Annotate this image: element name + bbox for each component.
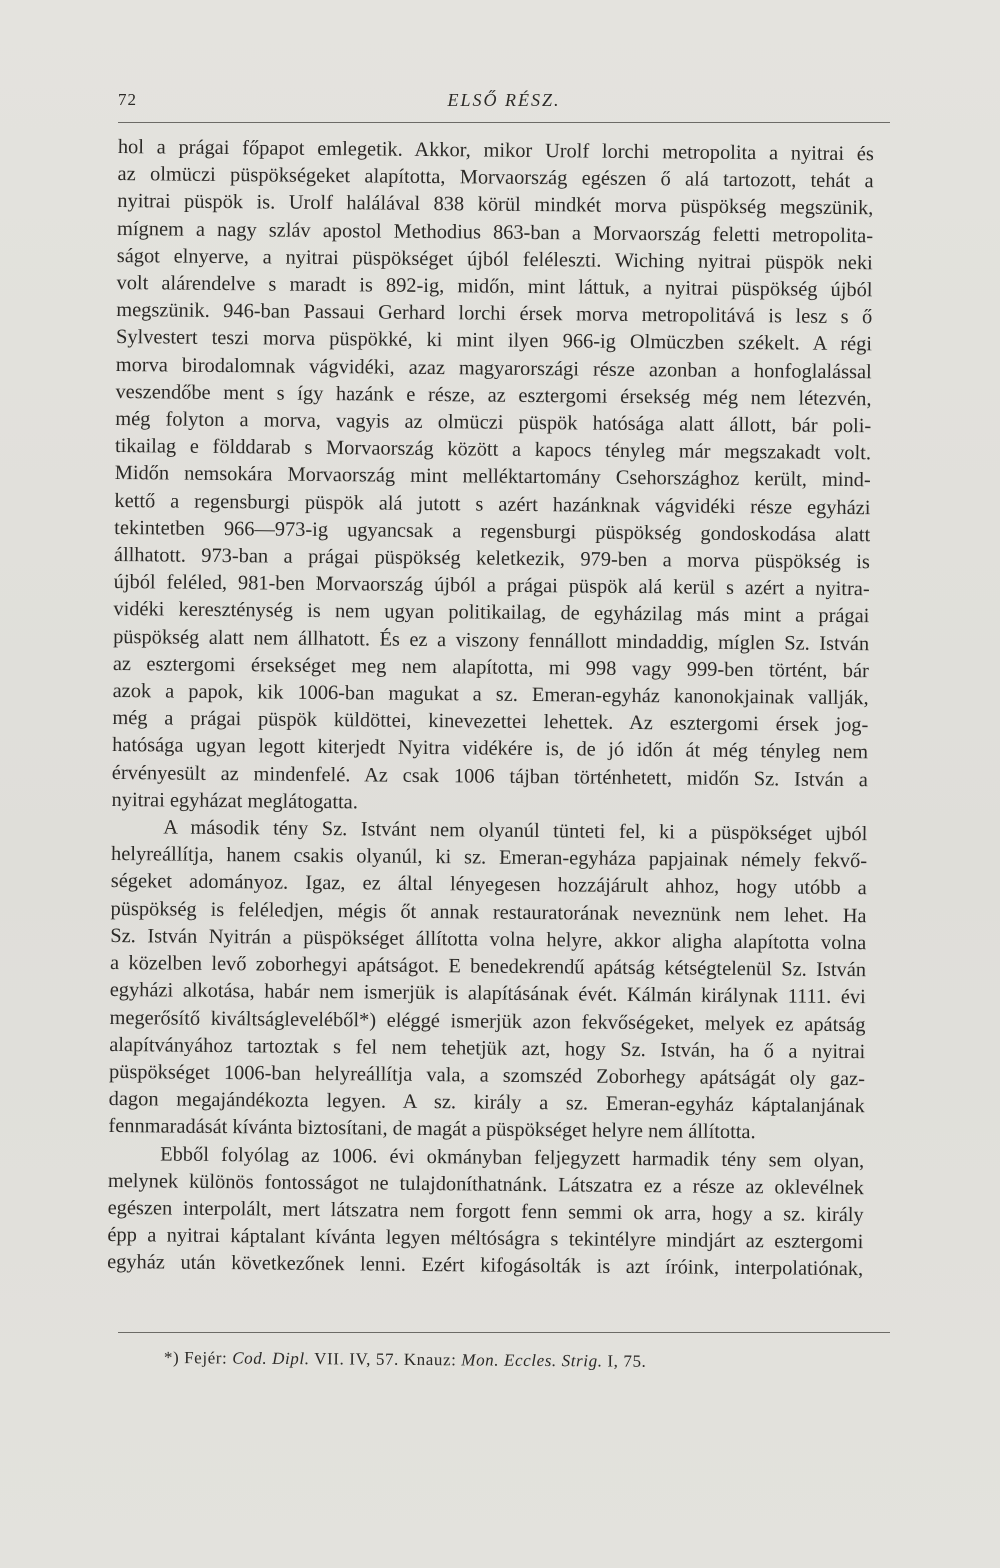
text-line: alapítványához tartoztak s fel nem tehetjük azt, hogy Sz. István, ha ő a nyitrai [109,1033,866,1063]
text-line: egészen interpolált, mert látszatra nem forgott fenn semmi ok arra, hogy a sz. király [107,1196,864,1227]
text-line: fennmaradását kívánta biztosítani, de magát a püspökséget helyre nem állította. [108,1115,756,1144]
text-line: Midőn nemsokára Morvaország mint melléktartomány Csehországhoz került, mind- [114,462,871,492]
text-line: morva birodalomnak vágvidéki, azaz magyarországi része azonban a honfoglalással [115,353,872,383]
text-line: mígnem a nagy szláv apostol Methodius 863-ban a Morvaország feletti metropolita- [116,217,874,247]
footnote-author: Knauz: [403,1349,457,1370]
footnote-marker: *) [163,1348,180,1368]
text-line: melynek különös fontosságot ne tulajdoníthatnánk. Látszatra ez a része az oklevélnek [107,1169,865,1199]
text-line: nyitrai egyházat meglátogatta. [111,788,358,814]
text-line: az olmüczi püspökségeket alapította, Morvaország egészen ő alá tartozott, tehát a [117,163,874,193]
text-line: megerősítő kiváltságleveléből*) eléggé ismerjük azon fekvőségeket, melyek ez apátság [109,1006,866,1036]
text-line: hatósága ugyan legott kiterjedt Nyitra vidékére is, de jó időn át még tényleg nem [112,734,869,764]
text-line: egyházi alkotása, habár nem ismerjük is alapításának évét. Kálmán királynak 1111. évi [109,979,866,1009]
footnote-work-title: Mon. Eccles. Strig. [461,1350,603,1371]
body-text [107,134,874,1284]
text-line: érvényesült az mindenfelé. Az csak 1006 tájban történhetett, midőn Sz. István a [111,761,868,791]
text-line: vidéki kereszténység is nem ugyan politikailag, de egyházilag más mint a prágai [113,598,870,628]
text-line: püspökséget 1006-ban helyreállítja vala, a szomszéd Zoborhegy apátságát oly gaz- [108,1060,866,1091]
footnote-work-title: Cod. Dipl. [232,1348,310,1369]
header-rule [118,122,890,123]
text-line: még folyton a morva, vagyis az olmüczi püspök hatósága alatt állott, bár poli- [115,408,872,438]
text-line: a közelben levő zoborhegyi apátságot. E benedekrendű apátság kétségtelenül Sz. István [109,952,867,982]
text-line: tikailag e földdarab s Morvaország között a kapocs tényleg már megszakadt volt. [114,435,872,465]
text-line: ságot elnyerve, a nyitrai püspökséget újból feléleszti. Wiching nyitrai püspök neki [116,244,873,275]
running-head [118,84,890,124]
text-line: még a prágai püspök küldöttei, kinevezettei lehettek. Az esztergomi érsek jog- [112,707,869,737]
running-title: ELSŐ RÉSZ. [447,90,561,110]
text-line: Sz. István Nyitrán a püspökséget állította volna helyre, akkor aligha alapította volna [110,924,867,955]
footnote [164,1348,647,1372]
text-line: püspökség alatt nem állhatott. És ez a viszony fennállott mindaddig, míglen Sz. István [113,625,870,655]
text-line: Ebből folyólag az 1006. évi okmányban feljegyzett harmadik tény sem olyan, [160,1142,865,1172]
page-number: 72 [118,90,137,109]
footnote-author: Fejér: [184,1348,228,1368]
text-line: kettő a regensburgi püspök alá jutott s azért hazánknak vágvidéki része egyházi [114,489,871,519]
text-line: tekintetben 966—973-ig ugyancsak a regensburgi püspökség gondoskodása alatt [114,516,871,547]
text-line: egyház után következőnek lenni. Ezért kifogásolták is azt íróink, interpolatiónak, [107,1251,864,1281]
text-line: volt alárendelve s maradt is 892-ig, midőn, mint láttuk, a nyitrai püspökség újból [116,272,873,302]
footnote-reference: I, 75. [607,1351,647,1371]
text-line: hol a prágai főpapot emlegetik. Akkor, mikor Urolf lorchi metropolita a nyitrai és [117,135,874,166]
text-line: az esztergomi érsekséget meg nem alapította, mi 998 vagy 999-ben történt, bár [112,652,869,683]
text-line: püspökség is feléledjen, mégis őt annak restauratorának neveznünk nem lehet. Ha [110,897,867,927]
text-line: dagon megajándékozta legyen. A sz. király a sz. Emeran-egyház káptalanjának [108,1088,865,1118]
text-line: veszendőbe ment s így hazánk e része, az esztergomi érsekség még nem létezvén, [115,380,872,411]
footnote-reference: VII. IV, 57. [314,1349,400,1369]
text-line: A második tény Sz. Istvánt nem olyanúl tünteti fel, ki a püspökséget ujból [163,816,868,846]
text-line: nyitrai püspök is. Urolf halálával 838 körül mindkét morva püspökség megszünik, [117,190,874,220]
text-line: helyreállítja, hanem csakis olyanúl, ki sz. Emeran-egyháza papjainak némely fekvő- [110,843,868,873]
text-line: azok a papok, kik 1006-ban magukat a sz. Emeran-egyház kanonokjainak vallják, [112,680,869,710]
text-line: Sylvestert teszi morva püspökké, ki mint ilyen 966-ig Olmüczben székelt. A régi [115,326,873,356]
text-line: megszünik. 946-ban Passaui Gerhard lorchi érsek morva metropolitává is lesz s ő [116,299,873,329]
footnote-rule [118,1332,890,1333]
text-line: ségeket adományoz. Igaz, ez által lényegesen hozzájárult ahhoz, hogy utóbb a [110,870,867,900]
text-line: épp a nyitrai káptalant kívánta legyen méltóságra s tekintélyre mindjárt az esztergomi [107,1224,864,1254]
text-line: állhatott. 973-ban a prágai püspökség keletkezik, 979-ben a morva püspökség is [113,544,871,574]
text-line: újból feléled, 981-ben Morvaország újból a prágai püspök alá kerül s azért a nyitra- [113,571,870,601]
